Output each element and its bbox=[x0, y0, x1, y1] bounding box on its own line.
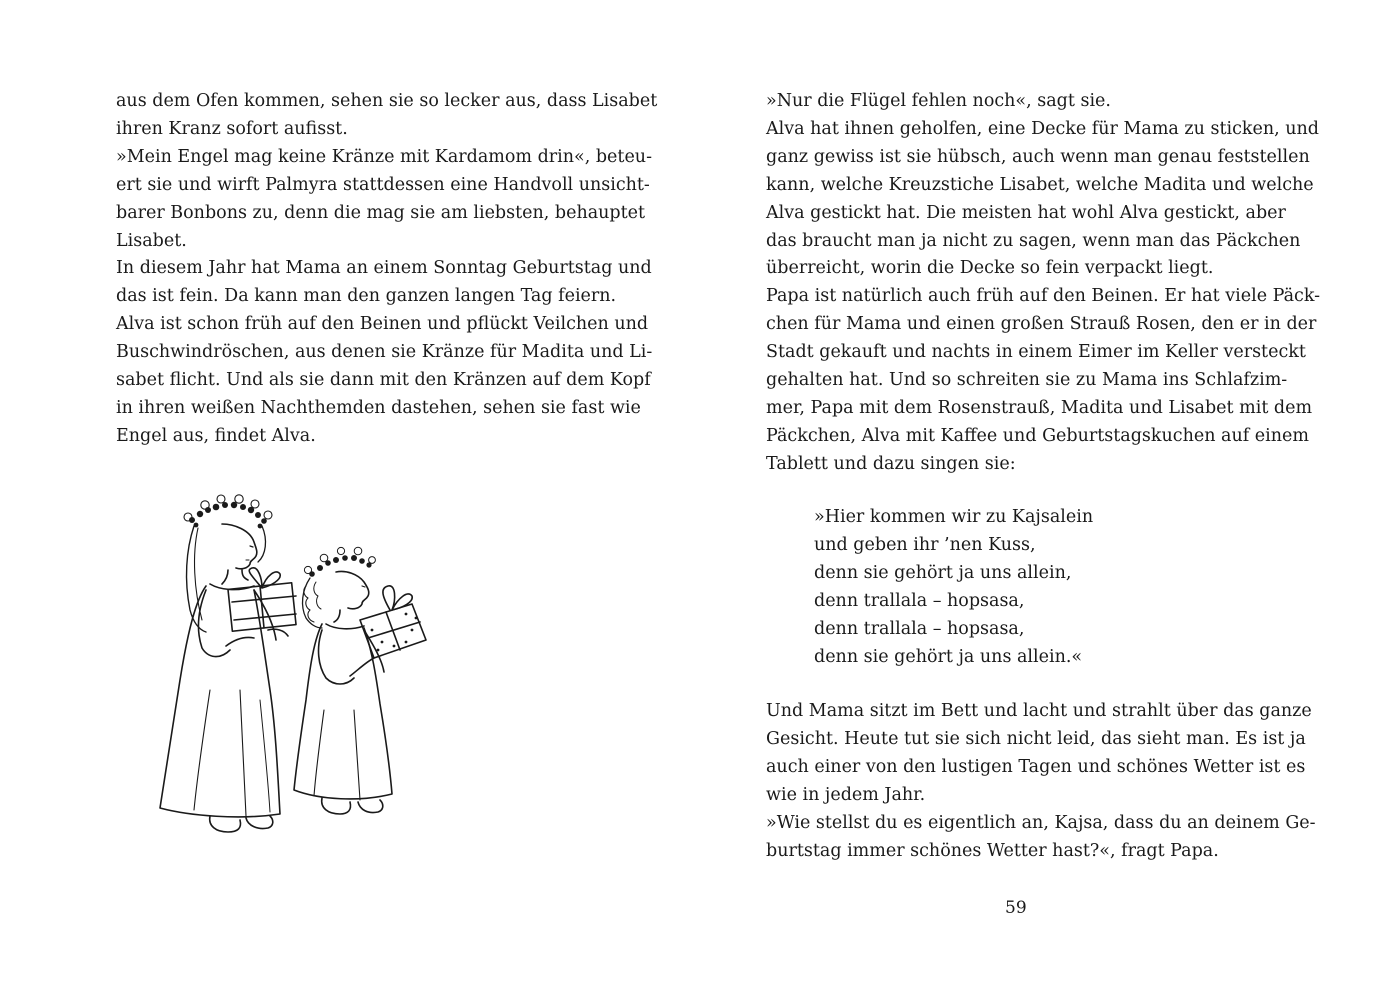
text-line: sabet flicht. Und als sie dann mit den Kränzen auf dem Kopf bbox=[116, 370, 651, 391]
right-page-text-bottom bbox=[766, 698, 1316, 865]
gift-box-right bbox=[360, 586, 426, 658]
left-page-text bbox=[116, 88, 658, 451]
text-line: Alva hat ihnen geholfen, eine Decke für Mama zu sticken, und bbox=[766, 118, 1319, 139]
poem-verse: denn trallala – hopsasa, bbox=[814, 590, 1025, 611]
illustration-two-girls bbox=[150, 490, 450, 865]
text-line: Gesicht. Heute tut sie sich nicht leid, das sieht man. Es ist ja bbox=[766, 728, 1306, 749]
poem-verse: und geben ihr ’nen Kuss, bbox=[814, 534, 1036, 555]
text-line: ihren Kranz sofort aufisst. bbox=[116, 118, 348, 139]
text-line: wie in jedem Jahr. bbox=[766, 784, 926, 805]
text-line: ganz gewiss ist sie hübsch, auch wenn man genau feststellen bbox=[766, 146, 1310, 167]
text-line: Und Mama sitzt im Bett und lacht und strahlt über das ganze bbox=[766, 701, 1312, 721]
right-page-text-top bbox=[766, 88, 1321, 479]
page-number: 59 bbox=[1005, 898, 1027, 918]
text-line: gehalten hat. Und so schreiten sie zu Mama ins Schlafzim- bbox=[766, 370, 1288, 391]
text-line: »Nur die Flügel fehlen noch«, sagt sie. bbox=[766, 91, 1111, 111]
text-line: das ist fein. Da kann man den ganzen langen Tag feiern. bbox=[116, 286, 617, 307]
poem-verse: denn sie gehört ja uns allein.« bbox=[814, 646, 1083, 667]
poem-verse: denn sie gehört ja uns allein, bbox=[814, 562, 1072, 583]
text-line: überreicht, worin die Decke so fein verpackt liegt. bbox=[766, 258, 1214, 279]
text-line: aus dem Ofen kommen, sehen sie so lecker aus, dass Lisabet bbox=[116, 91, 658, 111]
text-line: in ihren weißen Nachthemden dastehen, sehen sie fast wie bbox=[116, 397, 641, 418]
poem-verse: »Hier kommen wir zu Kajsalein bbox=[814, 507, 1094, 527]
girl-left-figure bbox=[160, 495, 296, 832]
text-line: »Mein Engel mag keine Kränze mit Kardamom drin«, beteu- bbox=[116, 146, 652, 167]
text-line: chen für Mama und einen großen Strauß Rosen, den er in der bbox=[766, 314, 1317, 335]
text-line: Päckchen, Alva mit Kaffee und Geburtstagskuchen auf einem bbox=[766, 425, 1309, 446]
text-line: Papa ist natürlich auch früh auf den Beinen. Er hat viele Päck- bbox=[766, 286, 1321, 307]
text-line: ert sie und wirft Palmyra stattdessen eine Handvoll unsicht- bbox=[116, 174, 650, 195]
text-line: das braucht man ja nicht zu sagen, wenn man das Päckchen bbox=[766, 230, 1301, 251]
text-line: Alva gestickt hat. Die meisten hat wohl Alva gestickt, aber bbox=[766, 202, 1286, 223]
flower-crown-right bbox=[309, 555, 371, 577]
text-line: Lisabet. bbox=[116, 230, 187, 251]
text-line: »Wie stellst du es eigentlich an, Kajsa, dass du an deinem Ge- bbox=[766, 812, 1316, 833]
text-line: auch einer von den lustigen Tagen und schönes Wetter ist es bbox=[766, 756, 1306, 777]
text-line: Buschwindröschen, aus denen sie Kränze für Madita und Li- bbox=[116, 342, 653, 363]
text-line: In diesem Jahr hat Mama an einem Sonntag Geburtstag und bbox=[116, 258, 652, 279]
text-line: Alva ist schon früh auf den Beinen und pflückt Veilchen und bbox=[116, 314, 649, 335]
right-page bbox=[690, 0, 1381, 1000]
text-line: Stadt gekauft und nachts in einem Eimer im Keller versteckt bbox=[766, 342, 1306, 363]
text-line: Engel aus, findet Alva. bbox=[116, 425, 316, 446]
text-line: burtstag immer schönes Wetter hast?«, fragt Papa. bbox=[766, 840, 1219, 861]
text-line: Tablett und dazu singen sie: bbox=[766, 453, 1016, 474]
poem-verse: denn trallala – hopsasa, bbox=[814, 618, 1025, 639]
left-page bbox=[0, 0, 690, 1000]
girl-right-figure bbox=[294, 547, 426, 814]
poem bbox=[814, 504, 1093, 671]
text-line: mer, Papa mit dem Rosenstrauß, Madita und Lisabet mit dem bbox=[766, 397, 1313, 418]
text-line: kann, welche Kreuzstiche Lisabet, welche Madita und welche bbox=[766, 174, 1314, 195]
gift-box-left bbox=[228, 568, 296, 631]
flower-crown-right-petals bbox=[304, 547, 375, 573]
text-line: barer Bonbons zu, denn die mag sie am liebsten, behauptet bbox=[116, 202, 646, 223]
